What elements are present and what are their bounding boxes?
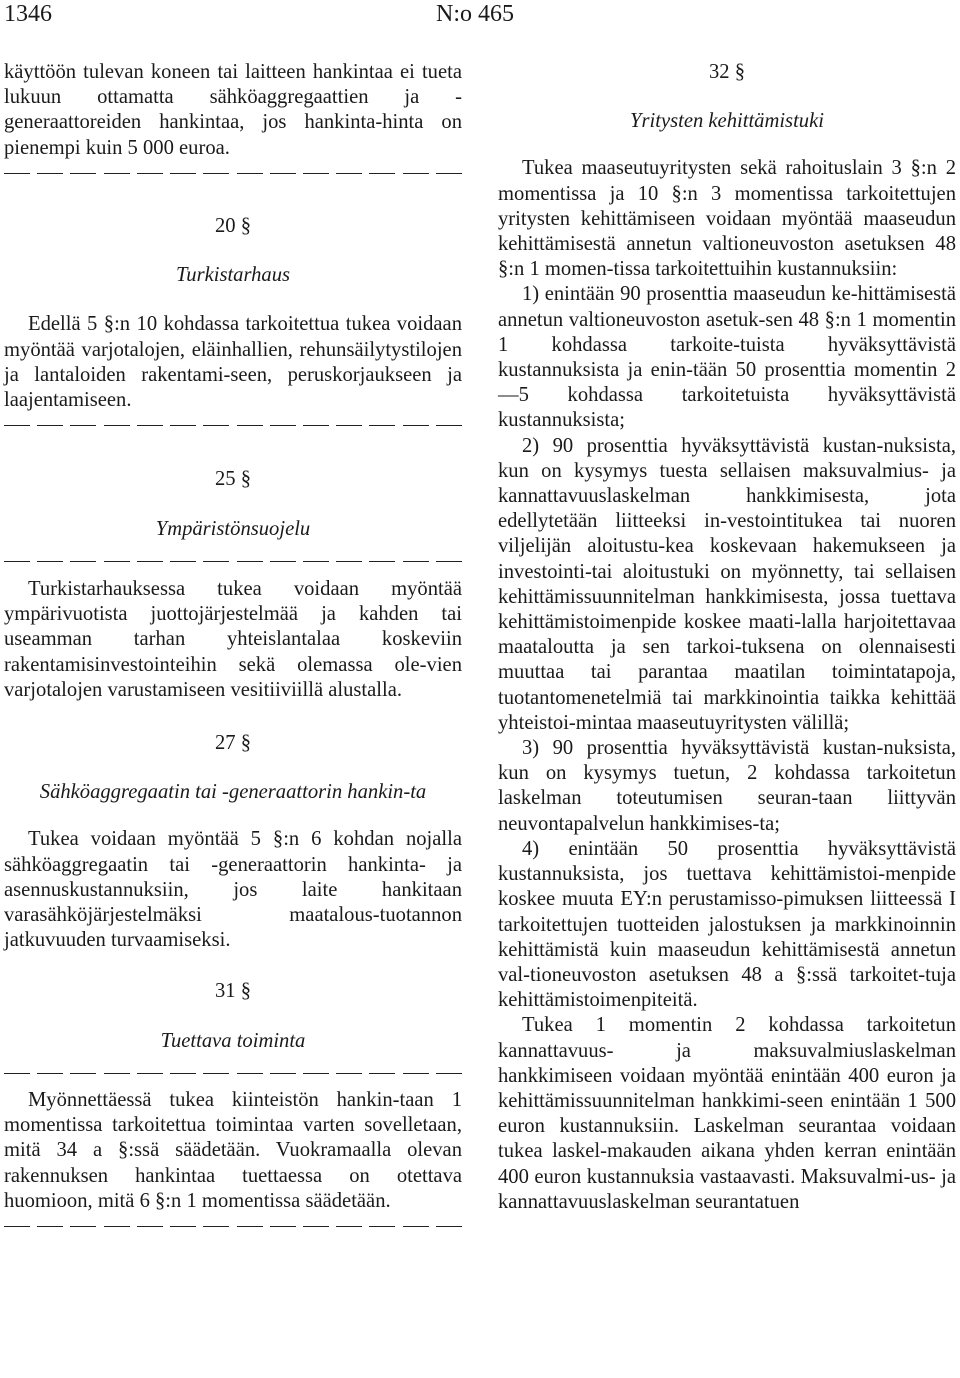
section-32-paragraph-2: Tukea 1 momentin 2 kohdassa tarkoitetun kannattavuus- ja maksuvalmiuslaskelman hankkimiseen voidaan myöntää enintään 400 euron ja kehittämissuunnitelman hankkimi-seen enintään 1 500 euron kustannuksiin. Laskelman seurantaa voidaan tukea laskel-makauden aikana yhden kerran enintään 400 euron kustannuksia vastaavasti. Maksuvalmi-us- ja kannattavuuslaskelman seurantatuen [498, 1014, 956, 1213]
continued-paragraph: käyttöön tulevan koneen tai laitteen hankintaa ei tueta lukuun ottamatta sähköaggregaattien ja -generaattoreiden hankintaa, jos hankinta-hinta on pienempi kuin 5 000 euroa. [4, 61, 462, 159]
section-27-title: Sähköaggregaatin tai -generaattorin hankin-ta [39, 781, 427, 804]
section-25-title: Ympäristönsuojelu [155, 517, 311, 540]
section-32-item-2: 2) 90 prosenttia hyväksyttävistä kustan-nuksista, kun on kysymys tuesta sellaisen maksuvalmius- ja kannattavuuslaskelman hankkimisesta, jota edellytetään liitteeksi in-vestointitukea tai nuoren viljelijän aloitustu-kea koskevaan hakemukseen ja investointi-tai aloitustuki on myönnetty, tai sellaisen kehittämissuunnitelman hankkimisesta, jossa tuettava kehittämistoimenpide koskee maati-lalla harjoitettavaa maataloutta ja sen tarkoi-tuksena on olennaisesti muuttaa tai parantaa maatilan toimintatapoja, tuotantomenetelmiä tai markkinointia taikka kehittää yhteistoi-mintaa maaseutuyritysten välillä; [498, 434, 956, 734]
section-25-number: 25 § [214, 468, 252, 491]
section-25-text: Turkistarhauksessa tukea voidaan myöntää ympärivuotista juottojärjestelmää ja kahden tai useamman tarhan yhteislantalaa koskeviin rakentamisinvestointeihin sekä olemassa ole-vien varjotalojen varustamiseen vesitiiviillä alustalla. [4, 578, 462, 701]
section-20-text: Edellä 5 §:n 10 kohdassa tarkoitettua tukea voidaan myöntää varjotalojen, eläinhallien, rehunsäilytystilojen ja lantaloiden rakentami-seen, peruskorjaukseen ja laajentamiseen. [4, 313, 462, 412]
omission-line [4, 1214, 462, 1239]
section-32-title: Yritysten kehittämistuki [630, 110, 824, 133]
omission-line [4, 1061, 462, 1086]
page-header [0, 0, 960, 30]
section-31-title: Tuettava toiminta [160, 1029, 306, 1052]
issue-number: N:o 465 [436, 1, 514, 27]
section-27-number: 27 § [214, 732, 252, 755]
section-20-number: 20 § [214, 215, 252, 237]
section-32-intro: Tukea maaseutuyritysten sekä rahoituslain 3 §:n 2 momentissa ja 10 §:n 3 momentissa tarkoitettujen yritysten kehittämiseen voidaan myöntää maaseudun kehittämisestä annetun valtioneuvoston asetuksen 48 §:n 1 momen-tissa tarkoitettuihin kustannuksiin: [498, 157, 956, 281]
section-31-number: 31 § [214, 980, 252, 1003]
omission-line [4, 549, 462, 574]
section-32-item-4: 4) enintään 50 prosenttia hyväksyttävistä kustannuksista, jos tuettava kehittämistoi-menpide koskee muuta EY:n perustamisso-pimuksen liitteessä I tarkoitettujen tuotteiden jalostuksen ja markkinoinnin kehittämistä kuin maaseudun kehittämisestä annetun val-tioneuvoston asetuksen 48 a §:ssä tarkoitet-tuja kehittämistoimenpiteitä. [498, 837, 956, 1012]
left-column [4, 60, 462, 1239]
section-31-text: Myönnettäessä tukea kiinteistön hankin-taan 1 momentissa tarkoitettua toimintaa varten sovelletaan, mitä 34 a §:ssä säädetään. Vuokramaalla olevan rakennuksen hankintaa tuettaessa on otettava huomioon, mitä 6 §:n 1 momentissa säädetään. [4, 1089, 462, 1212]
section-20-title: Turkistarhaus [175, 264, 291, 287]
section-32-item-1: 1) enintään 90 prosenttia maaseudun ke-hittämisestä annetun valtioneuvoston asetuk-sen 48 §:n 1 momentin 1 kohdassa tarkoite-tuista hyväksyttävistä kustannuksista ja enin-tään 50 prosenttia momentin 2—5 kohdassa tarkoitetuista hyväksyttävistä kustannuksista; [498, 283, 956, 432]
section-32-number: 32 § [708, 61, 746, 83]
section-27-text: Tukea voidaan myöntää 5 §:n 6 kohdan nojalla sähköaggregaatin tai -generaattorin hankinta- ja asennuskustannuksiin, jos laite hankitaan varasähköjärjestelmäksi maatalous-tuotannon jatkuvuuden turvaamiseksi. [4, 828, 462, 952]
right-column [498, 60, 956, 1215]
page-number: 1346 [4, 1, 52, 27]
omission-line [4, 413, 462, 438]
omission-line [4, 161, 462, 186]
section-32-item-3: 3) 90 prosenttia hyväksyttävistä kustan-nuksista, kun on kysymys tuetun, 2 kohdassa tarkoitetun laskelman toteutumisen seuran-taan liittyvän neuvontapalvelun hankkimises-ta; [498, 737, 956, 835]
